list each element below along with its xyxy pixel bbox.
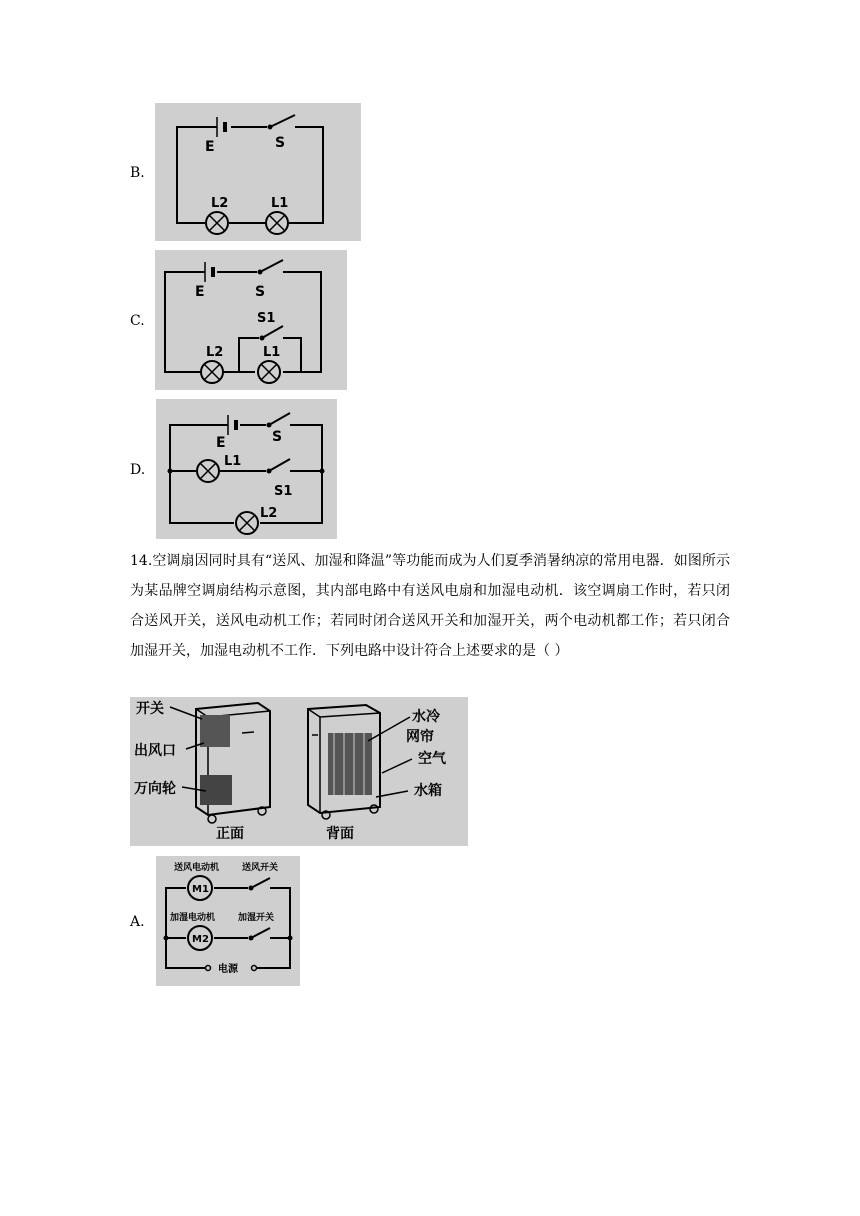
battery-label: E xyxy=(195,284,205,300)
question-14-text: 14.空调扇因同时具有“送风、加湿和降温”等功能而成为人们夏季消暑纳凉的常用电器．如图所示为某品牌空调扇结构示意图，其内部电路中有送风电扇和加湿电动机．该空调扇工作时，若只闭合送风开关，送风电动机工作；若同时闭合送风开关和加湿开关，两个电动机都工作；若只闭合加湿开关，加湿电动机不工作．下列电路中设计符合上述要求的是（ ） xyxy=(130,553,730,659)
lamp-l2-icon xyxy=(206,212,228,234)
switch-label: S xyxy=(275,135,286,151)
lamp-l2-icon xyxy=(201,361,223,383)
switch2-label: S1 xyxy=(257,311,276,326)
label-back: 背面 xyxy=(326,826,354,842)
option-c-letter: C. xyxy=(130,313,145,329)
motor2-symbol: M2 xyxy=(192,934,209,945)
air-cooler-back-drawing xyxy=(308,705,380,819)
lamp-label: L2 xyxy=(260,506,278,521)
label-air: 空气 xyxy=(418,751,446,767)
lamp-label: L2 xyxy=(211,196,229,211)
option-b-letter: B. xyxy=(130,165,145,181)
lamp-label: L1 xyxy=(271,196,289,211)
switch1-label: 送风开关 xyxy=(242,863,279,873)
circuit-diagram-b xyxy=(155,103,361,241)
air-cooler-front-drawing xyxy=(196,703,270,823)
option-d-letter: D. xyxy=(130,462,146,478)
lamp-label: L2 xyxy=(206,345,224,360)
motor1-symbol: M1 xyxy=(192,884,209,895)
label-front: 正面 xyxy=(216,826,244,842)
label-tank: 水箱 xyxy=(414,783,442,799)
source-label: 电源 xyxy=(218,964,238,975)
lamp-l2-icon xyxy=(236,512,258,534)
lamp-l1-icon xyxy=(266,212,288,234)
motor1-label: 送风电动机 xyxy=(174,863,220,873)
battery-label: E xyxy=(205,139,215,155)
circuit-diagram-a xyxy=(156,856,300,986)
motor2-label: 加湿电动机 xyxy=(170,913,216,923)
circuit-diagram-c xyxy=(155,250,347,390)
lamp-label: L1 xyxy=(224,454,242,469)
option-a-letter: A. xyxy=(130,914,145,930)
switch2-label: S1 xyxy=(274,484,293,499)
lamp-l1-icon xyxy=(258,361,280,383)
air-cooler-structure-figure xyxy=(130,697,468,846)
label-outlet: 出风口 xyxy=(134,743,176,759)
label-water-cool: 水冷 xyxy=(412,709,440,725)
switch-label: S xyxy=(255,284,266,300)
lamp-label: L1 xyxy=(263,345,281,360)
label-switch: 开关 xyxy=(136,701,164,717)
lamp-l1-icon xyxy=(197,460,219,482)
label-wheel: 万向轮 xyxy=(134,781,176,797)
battery-label: E xyxy=(216,435,226,451)
circuit-diagram-d xyxy=(156,399,337,539)
switch-label: S xyxy=(272,429,283,445)
switch2-label: 加湿开关 xyxy=(238,913,275,923)
label-curtain: 网帘 xyxy=(406,729,434,745)
